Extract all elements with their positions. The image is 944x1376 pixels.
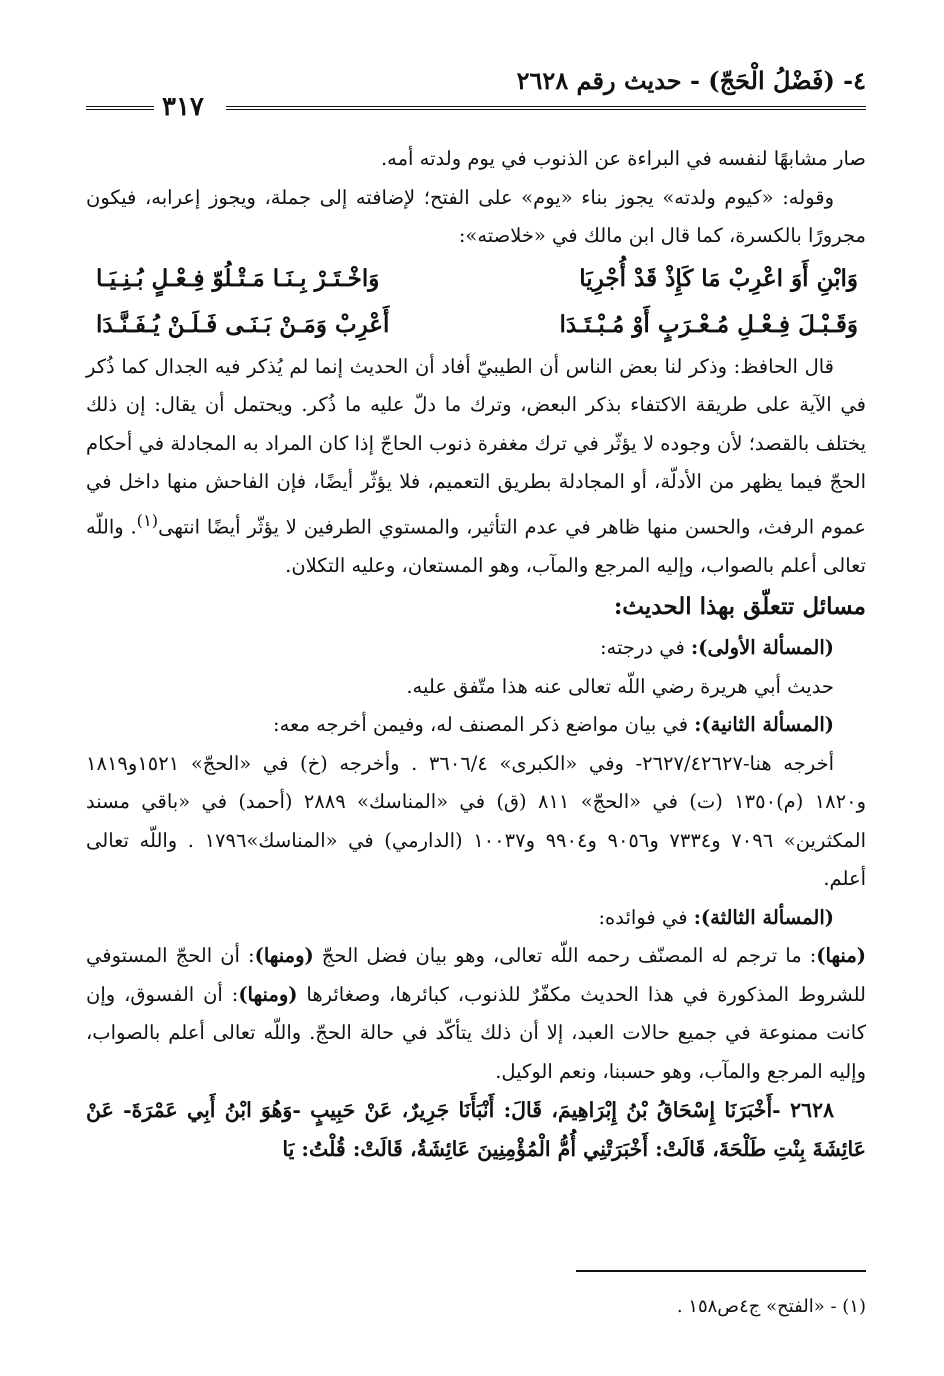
benefit-text: : أن الحجّ المستوفي للشروط المذكورة في هذا الحديث مكفّرٌ للذنوب، كبائرها، وصغائرها	[86, 944, 866, 1006]
footnote-rule	[576, 1270, 866, 1272]
verse-hemistich-first: وَقَـبْـلَ فِـعْـلِ مُـعْـرَبٍ أَوْ مُـبْـتَـدَا	[559, 310, 858, 338]
question-label: (المسألة الأولى):	[691, 636, 834, 659]
question-title: في درجته:	[599, 636, 692, 659]
verse-hemistich-second: وَاخْـتَـرْ بِـنَـا مَـتْـلُوّ فِـعْـلٍ بُـنِـيَـا	[96, 264, 380, 292]
paragraph: صار مشابهًا لنفسه في البراءة عن الذنوب في يوم ولدته أمه.	[380, 147, 866, 170]
running-header: ٤- (فَضْلُ الْحَجّ) - حديث رقم ٢٦٢٨	[516, 66, 866, 95]
benefit-label: (ومنها)	[254, 944, 314, 967]
book-page	[86, 50, 866, 1350]
verse-line	[86, 256, 866, 302]
benefit-text: : ما ترجم له المصنّف رحمه اللّه تعالى، وهو بيان فضل الحجّ	[313, 944, 817, 967]
question-title: في بيان مواضع ذكر المصنف له، وفيمن أخرجه معه:	[273, 713, 695, 736]
section-heading: مسائل تتعلّق بهذا الحديث:	[613, 593, 866, 620]
paragraph-text: . واللّه تعالى أعلم بالصواب، وإليه المرجع والمآب، وهو المستعان، وعليه التكلان.	[86, 515, 866, 577]
benefit-label: (ومنها)	[238, 982, 298, 1006]
page-number: ٣١٧	[162, 92, 204, 122]
question-heading	[86, 706, 866, 745]
footnote-reference: (١)	[136, 510, 159, 530]
benefit-text: : أن الفسوق، وإن كانت ممنوعة في جميع حالات العبد، إلا أن ذلك يتأكّد في حالة الحجّ. واللّه تعالى أعلم بالصواب، وإليه المرجع والمآب، وهو حسبنا، ونعم الوكيل.	[86, 982, 866, 1083]
verse-hemistich-second: أَعْرِبْ وَمَـنْ بَـنَـى فَـلَـنْ يُـفَـنَّـدَا	[96, 310, 390, 338]
page-body	[86, 140, 866, 1168]
benefit-label: (منها)	[816, 944, 866, 967]
poem-verses	[86, 256, 866, 348]
paragraph	[86, 937, 866, 1091]
header-rule-short	[86, 106, 154, 114]
question-label: (المسألة الثالثة):	[693, 905, 834, 929]
paragraph-text: قال الحافظ: وذكر لنا بعض الناس أن الطيبيّ أفاد أن الحديث إنما لم يُذكر فيه الجدال كما ذُكر في الآية على طريقة الاكتفاء بذكر البعض، وترك ما دلّ عليه ما ذُكر. ويحتمل أن يقال: إن ذلك يختلف بالقصد؛ لأن وجوده لا يؤثّر في ترك مغفرة ذنوب الحاجّ إذا كان المراد به المجادلة في أحكام الحجّ فيما يظهر من الأدلّة، أو المجادلة بطريق التعميم، فلا يؤثّر أيضًا، فإن الفاحش منها داخل في عموم الرفث، والحسن منها ظاهر في عدم التأثير، والمستوي الطرفين لا يؤثّر أيضًا انتهى	[86, 354, 866, 538]
verse-line	[86, 302, 866, 348]
question-label: (المسألة الثانية):	[694, 713, 834, 736]
paragraph	[86, 348, 866, 586]
paragraph: وقوله: «كيوم ولدته» يجوز بناء «يوم» على الفتح؛ لإضافته إلى جملة، ويجوز إعرابه، فيكون مجرورًا بالكسرة، كما قال ابن مالك في «خلاصته»:	[86, 185, 866, 247]
paragraph: حديث أبي هريرة رضي اللّه تعالى عنه هذا متّفق عليه.	[406, 674, 834, 698]
hadith-text: ٢٦٢٨ -أَخْبَرَنَا إِسْحَاقُ بْنُ إِبْرَاهِيمَ، قَالَ: أَنْبَأَنَا جَرِيرٌ، عَنْ حَبِيبٍ -وَهُوَ ابْنُ أَبِي عَمْرَةَ- عَنْ عَائِشَةَ بِنْتِ طَلْحَةَ، قَالَتْ: أَخْبَرَتْنِي أُمُّ الْمُؤْمِنِينَ عَائِشَةُ، قَالَتْ: قُلْتُ: يَا	[86, 1098, 866, 1161]
question-heading	[86, 629, 866, 668]
question-heading	[86, 899, 866, 938]
footnote: (١) - «الفتح» ج٤ص١٥٨ .	[676, 1296, 866, 1317]
question-title: في فوائده:	[598, 905, 694, 929]
paragraph: أخرجه هنا-٢٦٢٧/٤٢٦٢٧- وفي «الكبرى» ٣٦٠٦/٤ . وأخرجه (خ) في «الحجّ» ١٥٢١و١٨١٩ و١٨٢٠ (م)١٣٥٠ (ت) في «الحجّ» ٨١١ (ق) في «المناسك» ٢٨٨٩ (أحمد) في «باقي مسند المكثرين» ٧٠٩٦ و٧٣٣٤ و٩٠٥٦ و٩٩٠٤ و١٠٠٣٧ (الدارمي) في «المناسك»١٧٩٦ . واللّه تعالى أعلم.	[86, 751, 867, 890]
header-rule	[226, 106, 866, 114]
verse-hemistich-first: وَابْنِ أَوَ اعْرِبْ مَا كَإِذْ قَدْ أُجْرِيَا	[579, 264, 858, 292]
